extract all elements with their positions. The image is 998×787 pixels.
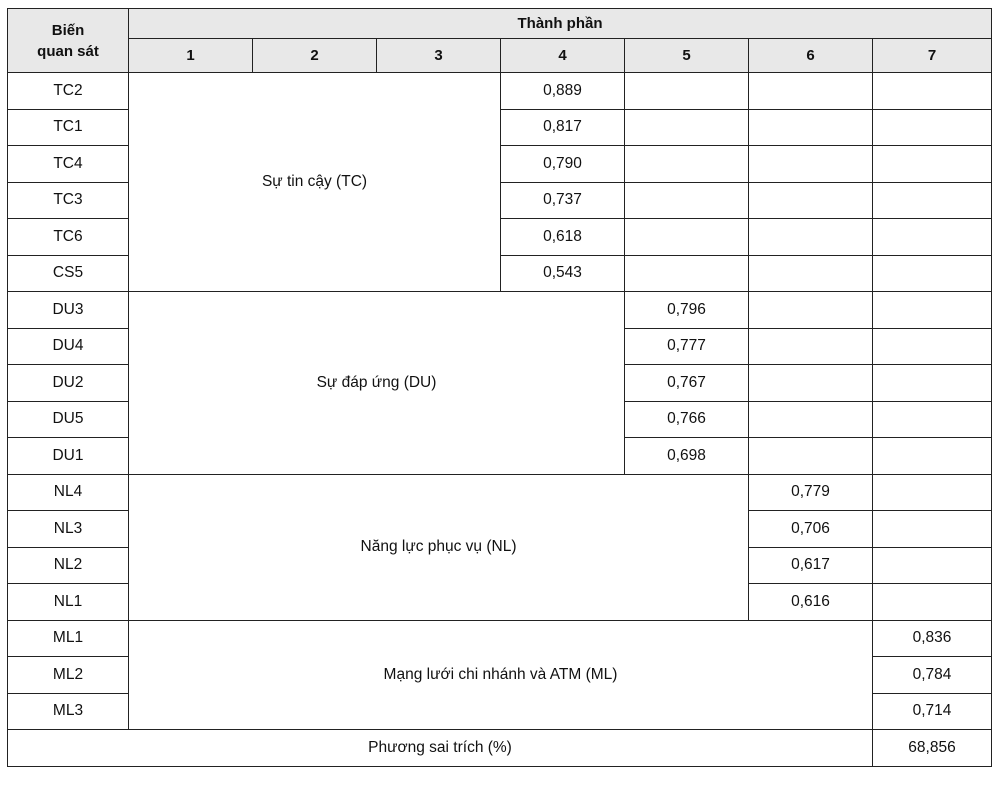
component-group-header: Thành phần <box>129 9 992 39</box>
empty-cell <box>873 109 992 146</box>
empty-cell <box>749 146 873 183</box>
loading-cell: 0,618 <box>501 219 625 256</box>
variable-cell: TC6 <box>8 219 129 256</box>
component-col-header: 3 <box>377 39 501 73</box>
variable-cell: TC3 <box>8 182 129 219</box>
component-col-header: 2 <box>253 39 377 73</box>
variance-label: Phương sai trích (%) <box>8 730 873 767</box>
table-row <box>8 73 992 110</box>
variable-cell: TC4 <box>8 146 129 183</box>
component-col-header: 4 <box>501 39 625 73</box>
variable-cell: ML1 <box>8 620 129 657</box>
variable-cell: CS5 <box>8 255 129 292</box>
empty-cell <box>749 182 873 219</box>
variance-value: 68,856 <box>873 730 992 767</box>
component-col-header: 7 <box>873 39 992 73</box>
loading-cell: 0,889 <box>501 73 625 110</box>
loading-cell: 0,779 <box>749 474 873 511</box>
group-label-tc: Sự tin cậy (TC) <box>129 73 501 292</box>
table-row <box>8 620 992 657</box>
loading-cell: 0,766 <box>625 401 749 438</box>
empty-cell <box>873 511 992 548</box>
variance-row <box>8 730 992 767</box>
empty-cell <box>873 584 992 621</box>
empty-cell <box>625 255 749 292</box>
empty-cell <box>749 73 873 110</box>
loading-cell: 0,777 <box>625 328 749 365</box>
empty-cell <box>625 219 749 256</box>
empty-cell <box>873 401 992 438</box>
empty-cell <box>873 146 992 183</box>
variable-header <box>8 9 129 73</box>
empty-cell <box>749 292 873 329</box>
empty-cell <box>873 219 992 256</box>
variable-cell: DU4 <box>8 328 129 365</box>
empty-cell <box>873 255 992 292</box>
variable-cell: DU3 <box>8 292 129 329</box>
empty-cell <box>625 109 749 146</box>
empty-cell <box>749 438 873 475</box>
empty-cell <box>625 73 749 110</box>
empty-cell <box>749 401 873 438</box>
empty-cell <box>873 438 992 475</box>
variable-cell: DU1 <box>8 438 129 475</box>
variable-cell: NL2 <box>8 547 129 584</box>
loading-cell: 0,767 <box>625 365 749 402</box>
component-col-header: 5 <box>625 39 749 73</box>
variable-cell: NL4 <box>8 474 129 511</box>
empty-cell <box>873 73 992 110</box>
loading-cell: 0,543 <box>501 255 625 292</box>
table-row <box>8 292 992 329</box>
empty-cell <box>749 365 873 402</box>
empty-cell <box>749 109 873 146</box>
empty-cell <box>873 328 992 365</box>
empty-cell <box>749 219 873 256</box>
loading-cell: 0,714 <box>873 693 992 730</box>
variable-cell: TC2 <box>8 73 129 110</box>
empty-cell <box>873 547 992 584</box>
loading-cell: 0,698 <box>625 438 749 475</box>
empty-cell <box>749 328 873 365</box>
factor-loading-table <box>7 8 992 767</box>
loading-cell: 0,617 <box>749 547 873 584</box>
empty-cell <box>873 365 992 402</box>
empty-cell <box>873 182 992 219</box>
loading-cell: 0,616 <box>749 584 873 621</box>
empty-cell <box>873 292 992 329</box>
group-label-du: Sự đáp ứng (DU) <box>129 292 625 475</box>
loading-cell: 0,836 <box>873 620 992 657</box>
variable-cell: DU2 <box>8 365 129 402</box>
loading-cell: 0,790 <box>501 146 625 183</box>
empty-cell <box>749 255 873 292</box>
variable-header-line2: quan sát <box>37 42 99 60</box>
variable-header-line1: Biến <box>51 21 85 39</box>
variable-cell: ML3 <box>8 693 129 730</box>
loading-cell: 0,784 <box>873 657 992 694</box>
component-col-header: 6 <box>749 39 873 73</box>
empty-cell <box>625 146 749 183</box>
loading-cell: 0,737 <box>501 182 625 219</box>
empty-cell <box>625 182 749 219</box>
variable-cell: NL1 <box>8 584 129 621</box>
variable-cell: TC1 <box>8 109 129 146</box>
component-col-header: 1 <box>129 39 253 73</box>
loading-cell: 0,796 <box>625 292 749 329</box>
table-row <box>8 474 992 511</box>
variable-cell: NL3 <box>8 511 129 548</box>
empty-cell <box>873 474 992 511</box>
variable-cell: ML2 <box>8 657 129 694</box>
group-label-nl: Năng lực phục vụ (NL) <box>129 474 749 620</box>
loading-cell: 0,817 <box>501 109 625 146</box>
loading-cell: 0,706 <box>749 511 873 548</box>
variable-cell: DU5 <box>8 401 129 438</box>
group-label-ml: Mạng lưới chi nhánh và ATM (ML) <box>129 620 873 730</box>
